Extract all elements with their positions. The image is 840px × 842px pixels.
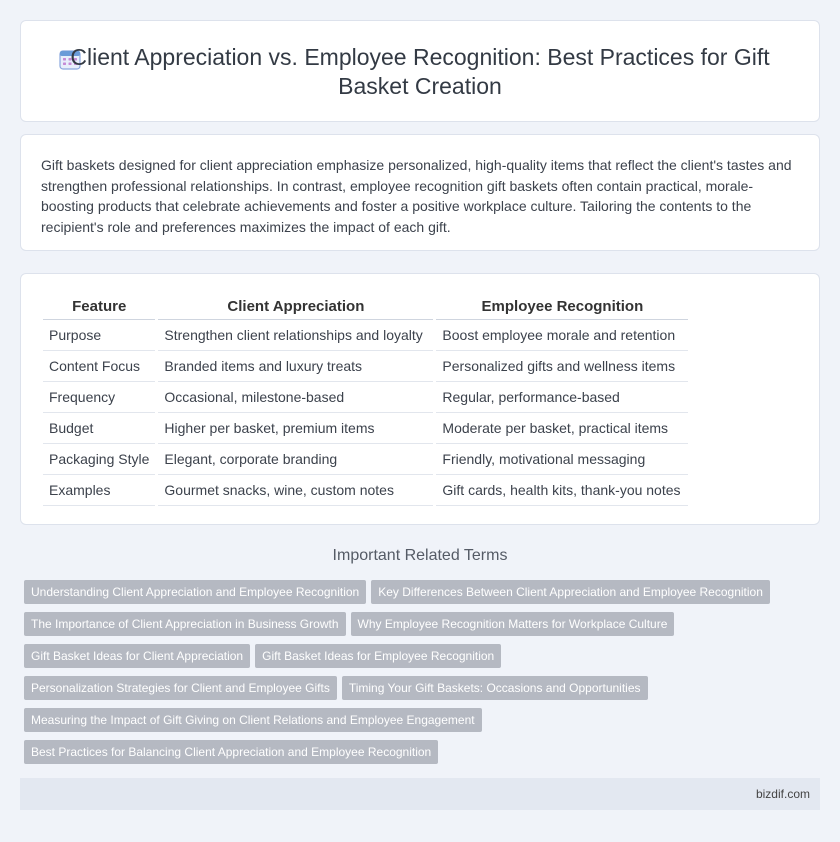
- page-title: Client Appreciation vs. Employee Recognition: Best Practices for Gift Basket Creation: [70, 44, 770, 99]
- table-cell: Elegant, corporate branding: [158, 444, 433, 475]
- table-cell: Gift cards, health kits, thank-you notes: [436, 475, 688, 506]
- intro-card: [20, 134, 820, 251]
- table-cell: Budget: [43, 413, 155, 444]
- table-cell: Moderate per basket, practical items: [436, 413, 688, 444]
- related-term-link[interactable]: Timing Your Gift Baskets: Occasions and Opportunities: [342, 676, 648, 700]
- related-terms-list: [24, 580, 814, 772]
- related-terms-heading: Important Related Terms: [332, 547, 508, 564]
- related-term-link[interactable]: Understanding Client Appreciation and Employee Recognition: [24, 580, 366, 604]
- table-cell: Examples: [43, 475, 155, 506]
- table-cell: Purpose: [43, 320, 155, 351]
- table-cell: Branded items and luxury treats: [158, 351, 433, 382]
- table-cell: Frequency: [43, 382, 155, 413]
- table-row: [43, 475, 688, 506]
- table-cell: Boost employee morale and retention: [436, 320, 688, 351]
- related-term-link[interactable]: The Importance of Client Appreciation in Business Growth: [24, 612, 346, 636]
- table-cell: Packaging Style: [43, 444, 155, 475]
- table-cell: Higher per basket, premium items: [158, 413, 433, 444]
- related-term-link[interactable]: Personalization Strategies for Client and Employee Gifts: [24, 676, 337, 700]
- related-term-link[interactable]: Key Differences Between Client Appreciation and Employee Recognition: [371, 580, 770, 604]
- header-client-appreciation: Client Appreciation: [158, 296, 433, 320]
- related-term-link[interactable]: Gift Basket Ideas for Client Appreciation: [24, 644, 250, 668]
- footer-site-link[interactable]: bizdif.com: [755, 787, 810, 801]
- comparison-table-card: [20, 273, 820, 525]
- table-cell: Gourmet snacks, wine, custom notes: [158, 475, 433, 506]
- table-row: [43, 382, 688, 413]
- header-feature: Feature: [43, 296, 155, 320]
- table-cell: Friendly, motivational messaging: [436, 444, 688, 475]
- related-term-link[interactable]: Gift Basket Ideas for Employee Recognition: [255, 644, 501, 668]
- table-row: [43, 320, 688, 351]
- table-cell: Personalized gifts and wellness items: [436, 351, 688, 382]
- comparison-table: [43, 296, 688, 506]
- table-cell: Occasional, milestone-based: [158, 382, 433, 413]
- table-row: [43, 444, 688, 475]
- table-row: [43, 351, 688, 382]
- related-term-link[interactable]: Best Practices for Balancing Client Appreciation and Employee Recognition: [24, 740, 438, 764]
- table-cell: Regular, performance-based: [436, 382, 688, 413]
- related-term-link[interactable]: Measuring the Impact of Gift Giving on Client Relations and Employee Engagement: [24, 708, 482, 732]
- title-card: [20, 20, 820, 122]
- footer: [20, 778, 820, 810]
- table-cell: Content Focus: [43, 351, 155, 382]
- table-header-row: [43, 296, 688, 320]
- intro-paragraph: Gift baskets designed for client appreciation emphasize personalized, high-quality items that reflect the client's tastes and strengthen professional relationships. In contrast, employee recognition gift baskets often contain practical, morale-boosting products that celebrate achievements and foster a positive workplace culture. Tailoring the contents to the recipient's role and preferences maximizes the impact of each gift.: [41, 157, 792, 235]
- related-term-link[interactable]: Why Employee Recognition Matters for Workplace Culture: [351, 612, 675, 636]
- header-employee-recognition: Employee Recognition: [436, 296, 688, 320]
- table-cell: Strengthen client relationships and loyalty: [158, 320, 433, 351]
- table-row: [43, 413, 688, 444]
